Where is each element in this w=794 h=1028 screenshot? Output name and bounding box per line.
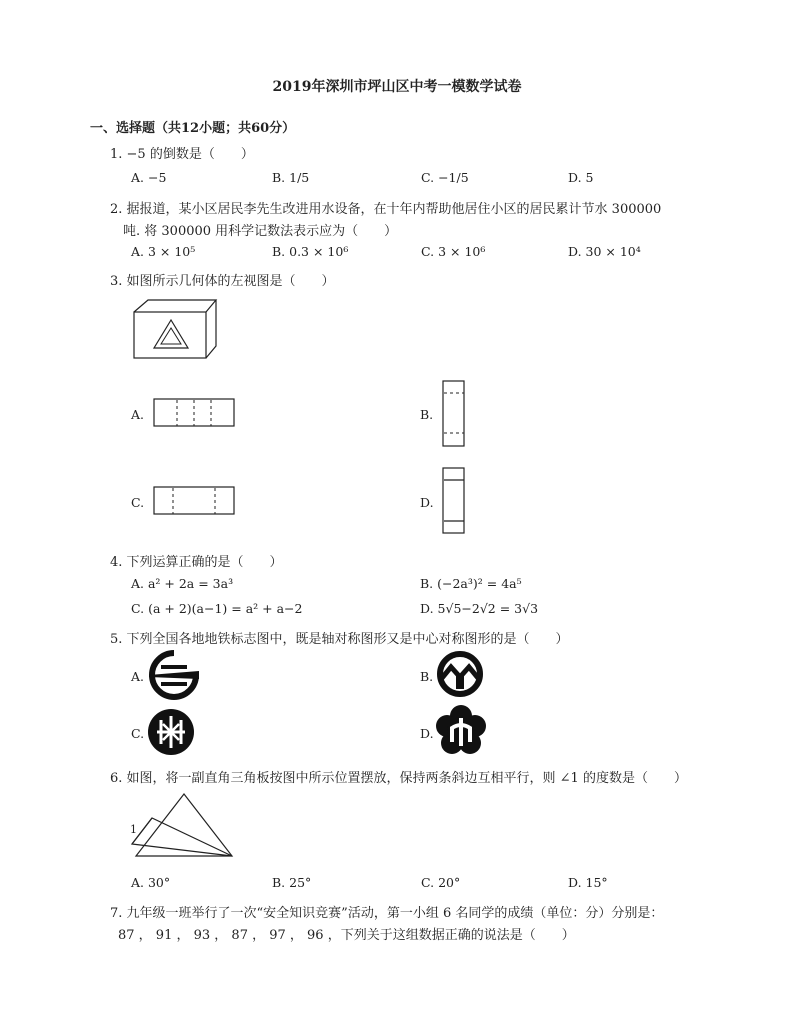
q4-option-a: A. a² + 2a = 3a³ [131, 576, 234, 591]
q3-option-b: B. [420, 407, 434, 422]
question-2-stem-line2: 吨. 将 300000 用科学记数法表示应为（ ） [123, 224, 398, 239]
q5-option-b: B. [420, 669, 434, 684]
q4-option-c: C. (a + 2)(a−1) = a² + a−2 [131, 601, 303, 616]
q5-option-c: C. [131, 726, 145, 741]
question-5-stem: 5. 下列全国各地地铁标志图中，既是轴对称图形又是中心对称图形的是（ ） [110, 632, 569, 647]
q2-option-b: B. 0.3 × 10⁶ [272, 244, 349, 259]
q3-option-c-figure [153, 486, 235, 516]
q1-option-d: D. 5 [568, 170, 594, 185]
question-7-stem-line1: 7. 九年级一班举行了一次“安全知识竞赛”活动，第一小组 6 名同学的成绩（单位：分）分别是： [110, 906, 664, 921]
q1-option-c: C. −1/5 [421, 170, 469, 185]
q5-option-a-logo [147, 651, 201, 697]
question-7-stem-line2: 87 ， 91 ， 93 ， 87 ， 97 ， 96 ，下列关于这组数据正确的说法是（ ） [118, 928, 575, 943]
q5-option-a: A. [131, 669, 145, 684]
q3-option-d: D. [420, 495, 434, 510]
q2-option-a: A. 3 × 10⁵ [131, 244, 196, 259]
question-6-stem: 6. 如图，将一副直角三角板按图中所示位置摆放，保持两条斜边互相平行，则 ∠1 的度数是（ ） [110, 771, 687, 786]
q5-option-b-logo [436, 651, 484, 697]
page-title: 2019年深圳市坪山区中考一模数学试卷 [272, 79, 522, 95]
q6-option-b: B. 25° [272, 875, 312, 890]
q6-triangles-figure [128, 792, 236, 864]
q4-option-b: B. (−2a³)² = 4a⁵ [420, 576, 522, 591]
q3-option-d-figure [442, 467, 466, 535]
q1-option-b: B. 1/5 [272, 170, 310, 185]
q6-option-a: A. 30° [131, 875, 171, 890]
question-2-stem-line1: 2. 据报道，某小区居民李先生改进用水设备，在十年内帮助他居住小区的居民累计节水 300000 [110, 202, 662, 217]
q2-option-d: D. 30 × 10⁴ [568, 244, 641, 259]
q3-option-b-figure [442, 380, 466, 448]
q3-option-a: A. [131, 407, 145, 422]
q5-option-d-logo [434, 704, 488, 758]
q6-angle-1-label: 1 [130, 823, 137, 836]
q3-solid-figure [130, 296, 220, 362]
q4-option-d: D. 5√5−2√2 = 3√3 [420, 601, 539, 616]
q2-option-c: C. 3 × 10⁶ [421, 244, 486, 259]
question-4-stem: 4. 下列运算正确的是（ ） [110, 555, 283, 570]
q5-option-d: D. [420, 726, 434, 741]
q3-option-c: C. [131, 495, 145, 510]
q6-option-d: D. 15° [568, 875, 608, 890]
question-1-stem: 1. −5 的倒数是（ ） [110, 147, 254, 162]
q3-option-a-figure [153, 398, 235, 428]
q1-option-a: A. −5 [131, 170, 167, 185]
q6-option-c: C. 20° [421, 875, 461, 890]
q5-option-c-logo [147, 708, 195, 756]
question-3-stem: 3. 如图所示几何体的左视图是（ ） [110, 274, 335, 289]
section-heading: 一、选择题（共12小题；共60分） [90, 121, 296, 136]
